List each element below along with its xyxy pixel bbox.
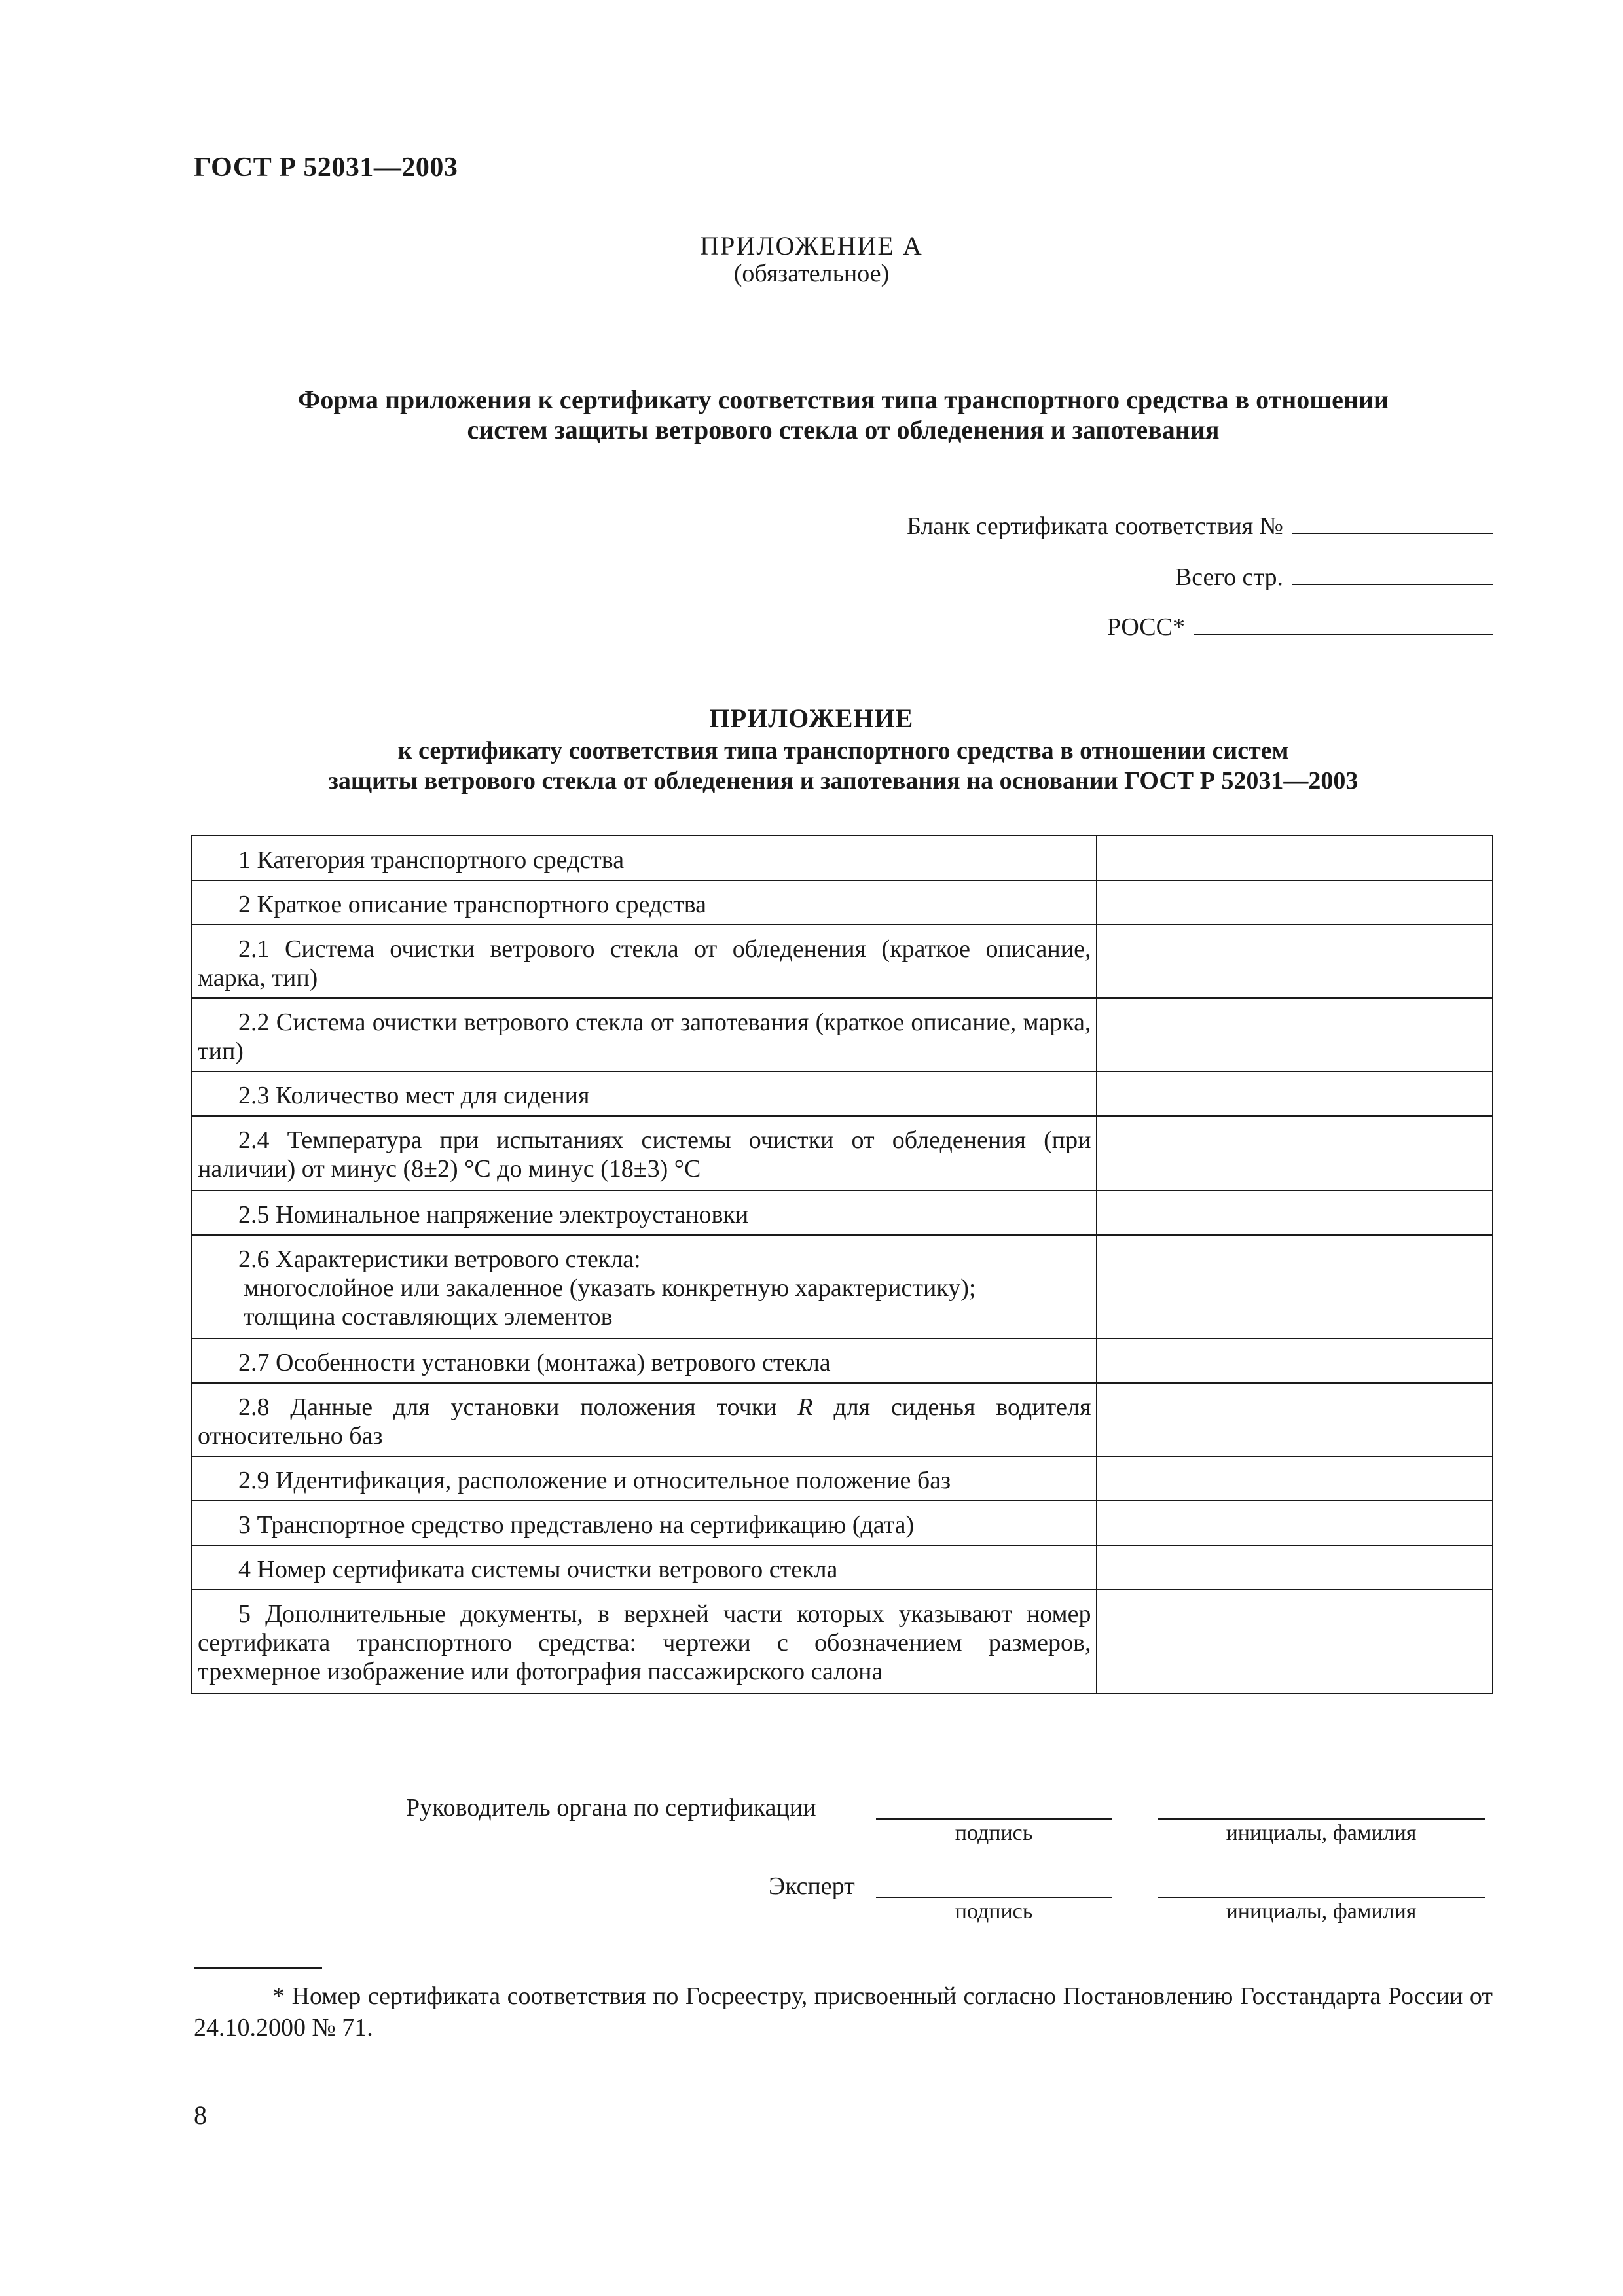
appendix-heading: ПРИЛОЖЕНИЕ xyxy=(709,704,914,733)
footnote-separator xyxy=(194,1967,322,1969)
row-value-cell[interactable] xyxy=(1097,998,1493,1071)
row-value-cell[interactable] xyxy=(1097,1545,1493,1590)
appendix-subtitle-line-2: защиты ветрового стекла от обледенения и запотевания на основании ГОСТ Р 52031—2003 xyxy=(328,767,1359,795)
total-pages-blank[interactable] xyxy=(1292,563,1493,585)
row-value-cell[interactable] xyxy=(1097,1590,1493,1693)
row-label: 5 Дополнительные документы, в верхней части которых указывают номер сертификата транспортного средства: чертежи с обозначением размеров, трехмерное изображение или фотография пассажирского салона xyxy=(192,1590,1097,1693)
row-value-cell[interactable] xyxy=(1097,1501,1493,1545)
head-of-certification-label: Руководитель органа по сертификации xyxy=(406,1794,816,1821)
row-label: 2.5 Номинальное напряжение электроустановки xyxy=(192,1191,1097,1235)
head-name-line[interactable] xyxy=(1158,1817,1485,1820)
row-label: 1 Категория транспортного средства xyxy=(192,836,1097,880)
table-row xyxy=(192,1590,1493,1693)
row-label: 2.6 Характеристики ветрового стекла: многослойное или закаленное (указать конкретную характеристику); толщина составляющих элементов xyxy=(192,1235,1097,1338)
table-row xyxy=(192,1383,1493,1456)
table-row xyxy=(192,880,1493,925)
row-label: 2.7 Особенности установки (монтажа) ветрового стекла xyxy=(192,1338,1097,1383)
certificate-number-blank[interactable] xyxy=(1292,512,1493,534)
row-value-cell[interactable] xyxy=(1097,1071,1493,1116)
page-number: 8 xyxy=(194,2100,207,2130)
table-row xyxy=(192,1071,1493,1116)
table-row xyxy=(192,1501,1493,1545)
document-code-header: ГОСТ Р 52031—2003 xyxy=(194,152,458,183)
head-signature-line[interactable] xyxy=(876,1817,1112,1820)
expert-label: Эксперт xyxy=(769,1873,855,1900)
footnote: * Номер сертификата соответствия по Госреестру, присвоенный согласно Постановлению Госстандарта России от 24.10.2000 № 71. xyxy=(194,1982,1493,2041)
row-label: 2.9 Идентификация, расположение и относительное положение баз xyxy=(192,1456,1097,1501)
row-label: 2.3 Количество мест для сидения xyxy=(192,1071,1097,1116)
form-title-line-2: систем защиты ветрового стекла от обледенения и запотевания xyxy=(467,415,1220,444)
table-row xyxy=(192,1338,1493,1383)
table-row xyxy=(192,925,1493,998)
expert-name-line[interactable] xyxy=(1158,1895,1485,1898)
ross-field[interactable] xyxy=(1107,613,1493,641)
row-value-cell[interactable] xyxy=(1097,1383,1493,1456)
annex-status: (обязательное) xyxy=(733,260,890,287)
row-label: 2.2 Система очистки ветрового стекла от запотевания (краткое описание, марка, тип) xyxy=(192,998,1097,1071)
row-sublabel: многослойное или закаленное (указать конкретную характеристику); xyxy=(244,1274,976,1302)
ross-label: РОСС* xyxy=(1106,613,1185,641)
expert-signature-caption: подпись xyxy=(955,1899,1033,1924)
table-row xyxy=(192,1456,1493,1501)
certificate-appendix-table xyxy=(191,835,1493,1694)
row-label: 2.4 Температура при испытаниях системы очистки от обледенения (при наличии) от минус (8±2) °С до минус (18±3) °С xyxy=(192,1116,1097,1191)
row-value-cell[interactable] xyxy=(1097,1456,1493,1501)
total-pages-field[interactable] xyxy=(1175,563,1493,592)
head-signature-caption: подпись xyxy=(955,1821,1033,1845)
row-value-cell[interactable] xyxy=(1097,1116,1493,1191)
appendix-subtitle xyxy=(194,736,1493,796)
row-label: 2.1 Система очистки ветрового стекла от обледенения (краткое описание, марка, тип) xyxy=(192,925,1097,998)
row-value-cell[interactable] xyxy=(1097,836,1493,880)
form-title xyxy=(194,385,1493,445)
table-row xyxy=(192,998,1493,1071)
row-label: 4 Номер сертификата системы очистки ветрового стекла xyxy=(192,1545,1097,1590)
row-value-cell[interactable] xyxy=(1097,1235,1493,1338)
total-pages-label: Всего стр. xyxy=(1175,564,1283,591)
annex-title: ПРИЛОЖЕНИЕ А xyxy=(700,231,923,260)
expert-signature-line[interactable] xyxy=(876,1895,1112,1898)
table-row xyxy=(192,1191,1493,1235)
head-name-caption: инициалы, фамилия xyxy=(1226,1821,1417,1845)
row-value-cell[interactable] xyxy=(1097,925,1493,998)
row-value-cell[interactable] xyxy=(1097,1191,1493,1235)
appendix-subtitle-line-1: к сертификату соответствия типа транспортного средства в отношении систем xyxy=(397,737,1289,764)
table-row xyxy=(192,836,1493,880)
row-label: 2 Краткое описание транспортного средства xyxy=(192,880,1097,925)
table-row xyxy=(192,1116,1493,1191)
table-row xyxy=(192,1235,1493,1338)
certificate-number-field[interactable] xyxy=(907,512,1493,541)
row-value-cell[interactable] xyxy=(1097,880,1493,925)
row-sublabel: толщина составляющих элементов xyxy=(244,1303,613,1331)
row-value-cell[interactable] xyxy=(1097,1338,1493,1383)
form-title-line-1: Форма приложения к сертификату соответствия типа транспортного средства в отношении xyxy=(298,385,1389,414)
certificate-number-label: Бланк сертификата соответствия № xyxy=(907,512,1283,540)
row-label: 2.8 Данные для установки положения точки R для сиденья водителя относительно баз xyxy=(192,1383,1097,1456)
expert-name-caption: инициалы, фамилия xyxy=(1226,1899,1417,1924)
table-row xyxy=(192,1545,1493,1590)
ross-blank[interactable] xyxy=(1194,613,1493,635)
row-label: 3 Транспортное средство представлено на сертификацию (дата) xyxy=(192,1501,1097,1545)
point-r-symbol: R xyxy=(797,1393,813,1421)
